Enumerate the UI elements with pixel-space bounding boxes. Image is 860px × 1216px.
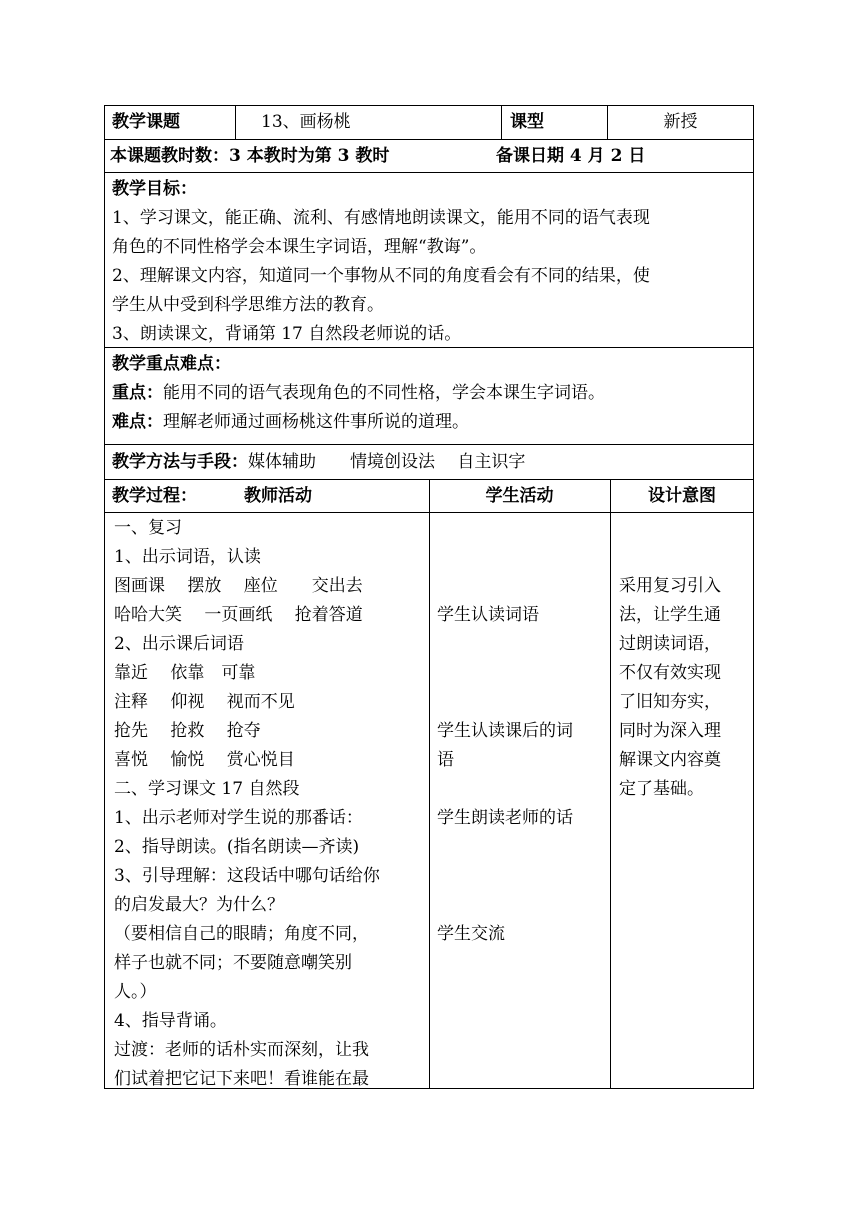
column-divider	[235, 105, 236, 139]
teacher-line: 注释 仰视 视而不见	[114, 692, 295, 712]
row-divider	[104, 139, 754, 140]
teacher-line: 们试着把它记下来吧！看谁能在最	[114, 1069, 369, 1089]
teacher-activity-header: 教师活动	[244, 486, 312, 506]
design-intent-column	[619, 572, 721, 804]
teacher-line: 过渡：老师的话朴实而深刻，让我	[114, 1040, 369, 1060]
prep-date: 备课日期 4 月 2 日	[496, 146, 646, 166]
teacher-line: 2、出示课后词语	[114, 634, 244, 654]
design-line: 法，让学生通	[619, 605, 721, 625]
design-line: 解课文内容奠	[619, 750, 721, 770]
teacher-line: 喜悦 愉悦 赏心悦目	[114, 750, 295, 770]
teacher-line: 二、学习课文 17 自然段	[114, 779, 300, 799]
teacher-activity-column	[114, 514, 380, 1094]
lesson-title: 13、画杨桃	[261, 112, 351, 132]
design-line: 定了基础。	[619, 779, 704, 799]
design-line: 过朗读词语，	[619, 634, 721, 654]
methods-text: 媒体辅助 情境创设法 自主识字	[248, 452, 526, 472]
column-divider	[501, 105, 502, 139]
column-divider	[610, 479, 611, 1089]
student-note: 学生朗读老师的话	[437, 808, 573, 828]
type-label: 课型	[510, 112, 544, 132]
student-note: 语	[437, 750, 454, 770]
teacher-line: 2、指导朗读。(指名朗读—齐读)	[114, 837, 360, 857]
design-line: 了旧知夯实，	[619, 692, 721, 712]
key-points-heading: 教学重点难点：	[112, 354, 231, 374]
type-value: 新授	[663, 112, 698, 132]
column-divider	[429, 479, 430, 1089]
teacher-line: 3、引导理解：这段话中哪句话给你	[114, 866, 380, 886]
difficult-point-line	[112, 408, 605, 437]
teacher-line: （要相信自己的眼睛；角度不同，	[114, 924, 369, 944]
teacher-line: 哈哈大笑 一页画纸 抢着答道	[114, 605, 363, 625]
difficult-point-label: 难点：	[112, 412, 163, 432]
teacher-line: 1、出示老师对学生说的那番话：	[114, 808, 363, 828]
student-note: 学生认读词语	[437, 605, 539, 625]
objectives-heading: 教学目标：	[112, 179, 197, 199]
difficult-point-text: 理解老师通过画杨桃这件事所说的道理。	[163, 412, 469, 432]
row-divider	[104, 444, 754, 445]
teacher-line: 的启发最大？为什么？	[114, 895, 284, 915]
title-label: 教学课题	[112, 112, 180, 132]
teacher-line: 靠近 依靠 可靠	[114, 663, 256, 683]
objective-line: 3、朗读课文，背诵第 17 自然段老师说的话。	[112, 324, 462, 344]
objectives-section	[112, 175, 650, 349]
student-note: 学生认读课后的词	[437, 721, 573, 741]
teacher-line: 图画课 摆放 座位 交出去	[114, 576, 363, 596]
process-label: 教学过程：	[112, 486, 197, 506]
teacher-line: 1、出示词语，认读	[114, 547, 261, 567]
student-activity-header: 学生活动	[485, 486, 554, 506]
methods-label: 教学方法与手段：	[112, 452, 248, 472]
key-points-section	[112, 350, 605, 437]
design-line: 同时为深入理	[619, 721, 721, 741]
design-intent-header: 设计意图	[648, 486, 716, 506]
student-note: 学生交流	[437, 924, 505, 944]
teacher-line: 抢先 抢救 抢夺	[114, 721, 261, 741]
teacher-line: 样子也就不同；不要随意嘲笑别	[114, 953, 352, 973]
row-divider	[104, 172, 754, 173]
teacher-line: 4、指导背诵。	[114, 1011, 227, 1031]
design-line: 不仅有效实现	[619, 663, 721, 683]
teacher-line: 人。）	[114, 982, 157, 1002]
teacher-line: 一、复习	[114, 518, 182, 538]
methods-line	[112, 448, 525, 477]
design-line: 采用复习引入	[619, 576, 721, 596]
objective-line: 1、学习课文，能正确、流利、有感情地朗读课文，能用不同的语气表现	[112, 208, 650, 228]
schedule-text: 本课题教时数：3 本教时为第 3 教时	[110, 146, 390, 166]
key-point-text: 能用不同的语气表现角色的不同性格，学会本课生字词语。	[163, 383, 605, 403]
key-point-label: 重点：	[112, 383, 163, 403]
key-point-line	[112, 379, 605, 408]
objective-line: 学生从中受到科学思维方法的教育。	[112, 295, 384, 315]
objective-line: 角色的不同性格学会本课生字词语，理解“教诲”。	[112, 237, 487, 257]
objective-line: 2、理解课文内容，知道同一个事物从不同的角度看会有不同的结果，使	[112, 266, 650, 286]
